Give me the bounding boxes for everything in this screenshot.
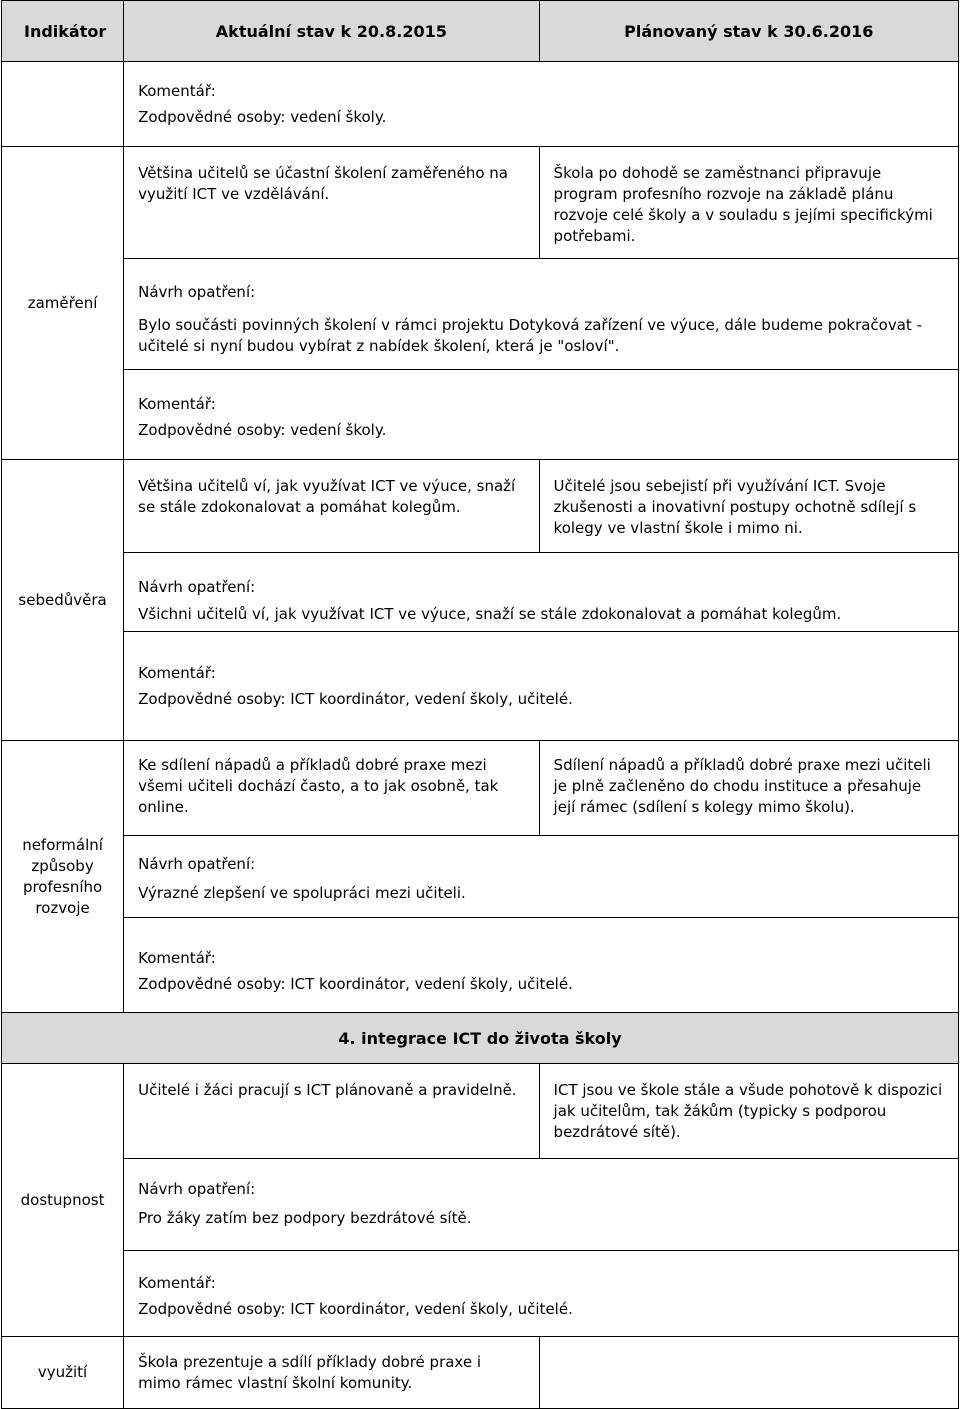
top-comment-row bbox=[2, 62, 959, 147]
planned-state: ICT jsou ve škole stále a všude pohotově k dispozici jak učitelům, tak žákům (typicky s podporou bezdrátové sítě). bbox=[539, 1064, 958, 1159]
table-header bbox=[2, 1, 959, 62]
measure-block bbox=[124, 259, 959, 370]
measure-block bbox=[124, 553, 959, 632]
planned-state: Sdílení nápadů a příkladů dobré praxe mezi učiteli je plně začleněno do chodu instituce a přesahuje její rámec (sdílení s kolegy mimo školu). bbox=[539, 741, 958, 836]
measure-text: Výrazné zlepšení ve spolupráci mezi učiteli. bbox=[138, 884, 466, 902]
indicator-name: využití bbox=[2, 1337, 124, 1409]
current-state: Škola prezentuje a sdílí příklady dobré praxe i mimo rámec vlastní školní komunity. bbox=[124, 1337, 539, 1409]
comment-label: Komentář: bbox=[138, 664, 216, 682]
current-state: Učitelé i žáci pracují s ICT plánovaně a pravidelně. bbox=[124, 1064, 539, 1159]
section-heading-row bbox=[2, 1013, 959, 1064]
current-state: Většina učitelů ví, jak využívat ICT ve výuce, snaží se stále zdokonalovat a pomáhat kolegům. bbox=[124, 460, 539, 553]
measure-label: Návrh opatření: bbox=[138, 283, 256, 301]
comment-row bbox=[2, 1251, 959, 1337]
table-row bbox=[2, 147, 959, 259]
planned-state: Učitelé jsou sebejistí při využívání ICT. Svoje zkušenosti a inovativní postupy ochotně sdílejí s kolegy ve vlastní škole i mimo ni. bbox=[539, 460, 958, 553]
indicator-name: neformální způsoby profesního rozvoje bbox=[2, 741, 124, 1013]
measure-row bbox=[2, 1159, 959, 1251]
header-indicator: Indikátor bbox=[2, 1, 124, 62]
measure-row bbox=[2, 259, 959, 370]
section-heading: 4. integrace ICT do života školy bbox=[2, 1013, 959, 1064]
table-row bbox=[2, 460, 959, 553]
measure-block bbox=[124, 1159, 959, 1251]
comment-label: Komentář: bbox=[138, 82, 216, 100]
responsible-persons: Zodpovědné osoby: vedení školy. bbox=[138, 421, 387, 439]
comment-row bbox=[2, 632, 959, 741]
comment-block bbox=[124, 1251, 959, 1337]
measure-block bbox=[124, 836, 959, 918]
responsible-persons: Zodpovědné osoby: ICT koordinátor, vedení školy, učitelé. bbox=[138, 1300, 573, 1318]
measure-row bbox=[2, 553, 959, 632]
table-row bbox=[2, 1064, 959, 1159]
indicator-table bbox=[1, 0, 959, 1409]
table-row bbox=[2, 741, 959, 836]
header-current-state: Aktuální stav k 20.8.2015 bbox=[124, 1, 539, 62]
indicator-name: dostupnost bbox=[2, 1064, 124, 1337]
measure-row bbox=[2, 836, 959, 918]
comment-row bbox=[2, 370, 959, 460]
comment-label: Komentář: bbox=[138, 1274, 216, 1292]
measure-text: Všichni učitelů ví, jak využívat ICT ve výuce, snaží se stále zdokonalovat a pomáhat kolegům. bbox=[138, 605, 842, 623]
header-planned-state: Plánovaný stav k 30.6.2016 bbox=[539, 1, 958, 62]
measure-label: Návrh opatření: bbox=[138, 1180, 256, 1198]
comment-block bbox=[124, 370, 959, 460]
planned-state: Škola po dohodě se zaměstnanci připravuje program profesního rozvoje na základě plánu rozvoje celé školy a v souladu s jejími specifickými potřebami. bbox=[539, 147, 958, 259]
measure-label: Návrh opatření: bbox=[138, 855, 256, 873]
indicator-name: sebedůvěra bbox=[2, 460, 124, 741]
measure-text: Bylo součásti povinných školení v rámci projektu Dotyková zařízení ve výuce, dále budeme pokračovat - učitelé si nyní budou vybírat z nabídek školení, která je "osloví". bbox=[138, 316, 922, 355]
responsible-persons: Zodpovědné osoby: ICT koordinátor, vedení školy, učitelé. bbox=[138, 690, 573, 708]
comment-row bbox=[2, 918, 959, 1013]
responsible-persons: Zodpovědné osoby: vedení školy. bbox=[138, 108, 387, 126]
comment-label: Komentář: bbox=[138, 949, 216, 967]
comment-label: Komentář: bbox=[138, 395, 216, 413]
comment-block bbox=[124, 632, 959, 741]
current-state: Ke sdílení nápadů a příkladů dobré praxe mezi všemi učiteli dochází často, a to jak osobně, tak online. bbox=[124, 741, 539, 836]
comment-block bbox=[124, 918, 959, 1013]
comment-block bbox=[124, 62, 959, 147]
table-row bbox=[2, 1337, 959, 1409]
measure-text: Pro žáky zatím bez podpory bezdrátové sítě. bbox=[138, 1209, 472, 1227]
indicator-name: zaměření bbox=[2, 147, 124, 460]
planned-state bbox=[539, 1337, 958, 1409]
current-state: Většina učitelů se účastní školení zaměřeného na využití ICT ve vzdělávání. bbox=[124, 147, 539, 259]
responsible-persons: Zodpovědné osoby: ICT koordinátor, vedení školy, učitelé. bbox=[138, 975, 573, 993]
measure-label: Návrh opatření: bbox=[138, 578, 256, 596]
